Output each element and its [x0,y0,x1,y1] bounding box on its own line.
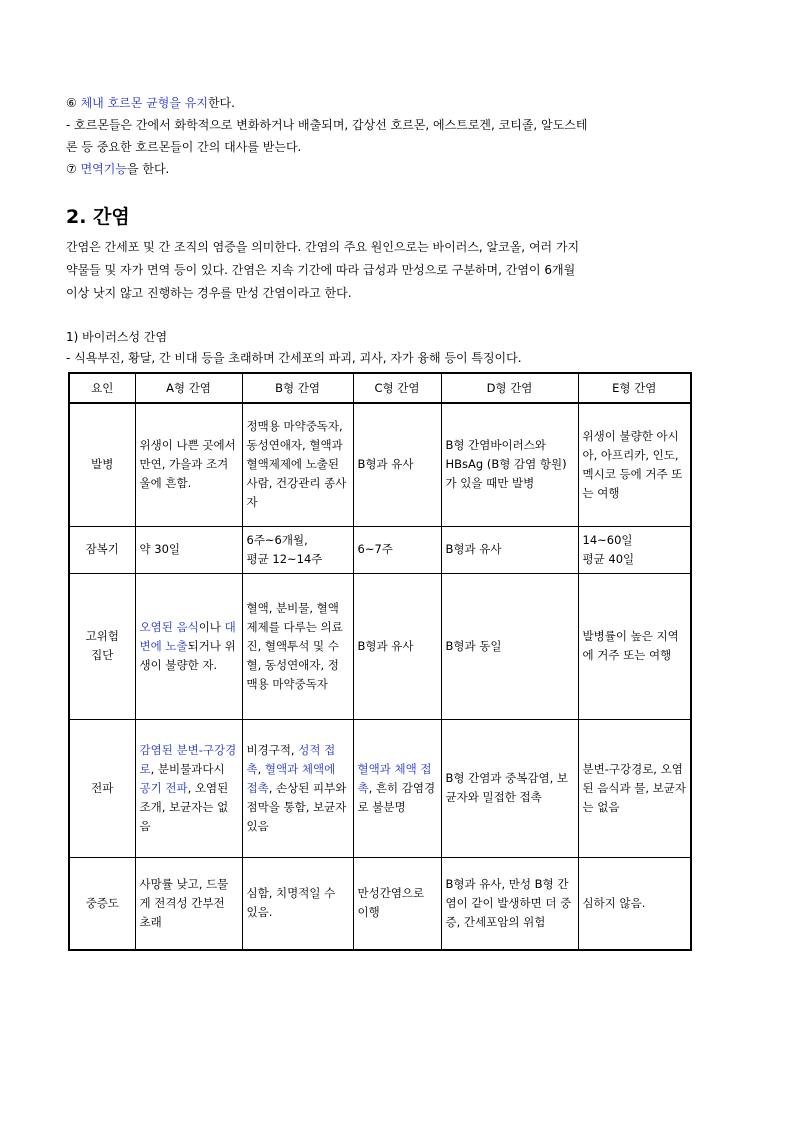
trans-a-highlight1: 감염된 분변-구강경로 [139,742,237,776]
trans-b-highlight1: 성적 접촉 [246,742,336,776]
incubation-b-range: 6주~6개월, [246,532,308,547]
trans-a-text1: , 분비물과다시 [150,761,225,776]
section-heading: 2. 간염 [66,206,130,228]
cell-severity-c: 만성간염으로 이행 [353,857,441,950]
cell-transmission-e: 분변-구강경로, 오염된 음식과 물, 보균자는 없음 [578,719,691,857]
risk-a-text2: 되거나 위생이 불량한 자. [139,638,236,672]
row-label-severity: 중증도 [69,857,135,950]
header-hep-a: A형 간염 [135,373,242,403]
cell-transmission-d: B형 간염과 중복감염, 보균자와 밀접한 접촉 [441,719,578,857]
table-row-risk-group [69,573,691,719]
item6-highlight: 체내 호르몬 균형을 유지 [80,96,208,110]
table-row-transmission [69,719,691,857]
cell-onset-e: 위생이 불량한 아시아, 아프리카, 인도, 멕시코 등에 거주 또는 여행 [578,403,691,526]
cell-onset-a: 위생이 나쁜 곳에서 만연, 가을과 조겨울에 흔함. [135,403,242,526]
trans-b-text3: , 손상된 피부와 점막을 통함, 보균자 있음 [246,780,347,833]
trans-c-highlight: 혈액과 체액 접촉 [357,761,432,795]
row-label-incubation: 잠복기 [69,526,135,573]
cell-severity-b: 심함, 치명적일 수 있음. [242,857,353,950]
cell-incubation-a: 약 30일 [135,526,242,573]
risk-a-text1: 이나 [198,619,225,634]
cell-transmission-a [135,719,242,857]
item6-number: ⑥ [66,96,77,110]
header-hep-e: E형 간염 [578,373,691,403]
cell-risk-a [135,573,242,719]
header-hep-b: B형 간염 [242,373,353,403]
table-row-onset [69,403,691,526]
cell-risk-e: 발병률이 높은 지역에 거주 또는 여행 [578,573,691,719]
row-label-onset: 발병 [69,403,135,526]
item7-rest: 을 한다. [126,162,170,176]
item7-highlight: 면역기능 [80,162,127,176]
cell-severity-a: 사망률 낮고, 드물게 전격성 간부전 초래 [135,857,242,950]
incubation-e-average: 평균 40일 [582,551,635,566]
cell-risk-c: B형과 유사 [353,573,441,719]
trans-c-text: , 흔히 감염경로 불분명 [357,780,436,814]
cell-onset-d: B형 간염바이러스와 HBsAg (B형 감염 항원)가 있을 때만 발병 [441,403,578,526]
item6-rest: 한다. [207,96,235,110]
row-label-transmission: 전파 [69,719,135,857]
hormone-desc-line1: - 호르몬들은 간에서 화학적으로 변화하거나 배출되며, 갑상선 호르몬, 에스트로겐, 코티졸, 알도스테 [66,118,588,132]
item6-line [66,93,696,113]
cell-risk-d: B형과 동일 [441,573,578,719]
trans-b-highlight2: 혈액과 체액에 접촉 [246,761,336,795]
item7-number: ⑦ [66,162,77,176]
risk-a-highlight1: 오염된 음식 [139,619,199,634]
trans-a-highlight2: 공기 전파 [139,780,188,795]
row-label-risk-group [69,573,135,719]
cell-incubation-e [578,526,691,573]
header-hep-c: C형 간염 [353,373,441,403]
cell-transmission-c [353,719,441,857]
hepatitis-para-line1: 간염은 간세포 및 간 조직의 염증을 의미한다. 간염의 주요 원인으로는 바이러스, 알코올, 여러 가지 [66,240,580,254]
hormone-desc-line2: 론 등 중요한 호르몬들이 간의 대사를 받는다. [66,140,302,154]
table-header-row [69,373,691,403]
risk-a-highlight2: 대변에 노출 [139,619,236,653]
subheading-viral: 1) 바이러스성 간염 [66,330,168,344]
header-hep-d: D형 간염 [441,373,578,403]
cell-incubation-b [242,526,353,573]
table-row-severity [69,857,691,950]
incubation-e-range: 14~60일 [582,532,633,547]
cell-transmission-b [242,719,353,857]
incubation-b-average: 평균 12~14주 [246,551,323,566]
cell-onset-b: 정맥용 마약중독자, 동성연애자, 혈액과 혈액제제에 노출된 사람, 건강관리 종사자 [242,403,353,526]
trans-b-text2: , [257,761,265,776]
hepatitis-para-line2: 약물들 및 자가 면역 등이 있다. 간염은 지속 기간에 따라 급성과 만성으로 구분하며, 간염이 6개월 [66,263,576,277]
hepatitis-para-line3: 이상 낫지 않고 진행하는 경우를 만성 간염이라고 한다. [66,286,352,300]
risk-label-line2: 집단 [91,648,114,662]
table-row-incubation [69,526,691,573]
item7-line [66,159,696,179]
cell-severity-e: 심하지 않음. [578,857,691,950]
risk-label-line1: 고위험 [85,629,119,643]
hepatitis-comparison-table [68,372,692,951]
cell-risk-b: 혈액, 분비물, 혈액 제제를 다루는 의료진, 혈액투석 및 수혈, 동성연애자, 정맥용 마약중독자 [242,573,353,719]
trans-a-text2: , 오염된 조개, 보균자는 없음 [139,780,229,833]
cell-incubation-c: 6~7주 [353,526,441,573]
cell-incubation-d: B형과 유사 [441,526,578,573]
cell-severity-d: B형과 유사, 만성 B형 간염이 같이 발생하면 더 중증, 간세포암의 위험 [441,857,578,950]
trans-b-text1: 비경구적, [246,742,299,757]
header-factor: 요인 [69,373,135,403]
cell-onset-c: B형과 유사 [353,403,441,526]
viral-desc: - 식욕부진, 황달, 간 비대 등을 초래하며 간세포의 파괴, 괴사, 자가 융해 등이 특징이다. [66,351,522,365]
